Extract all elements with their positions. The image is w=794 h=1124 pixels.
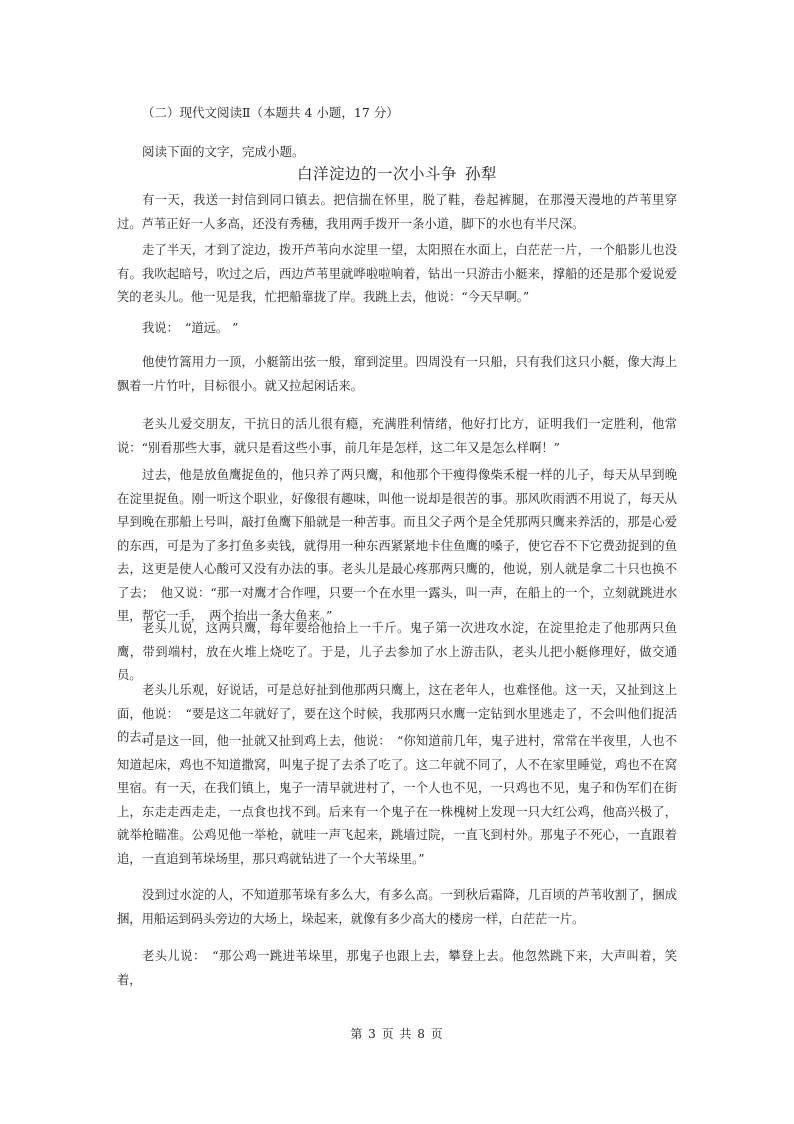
article-title-main: 白洋淀边的一次小斗争 [296,165,457,183]
section-heading: （二）现代文阅读Ⅱ（本题共 4 小题，17 分） [142,105,399,120]
paragraph: 没到过水淀的人，不知道那苇垛有多么大，有多么高。一到秋后霜降，几百顷的芦苇收割了，捆成捆，用船运到码头旁边的大场上，垛起来，就像有多少高大的楼房一样，白茫茫一片。 [117,888,677,926]
paragraph: 有一天，我送一封信到同口镇去。把信揣在怀里，脱了鞋，卷起裤腿，在那漫天漫地的芦苇里穿过。芦苇正好一人多高，还没有秀穗，我用两手拨开一条小道，脚下的水也有半尺深。 [117,193,677,231]
paragraph: 可是这一回，他一扯就又扯到鸡上去，他说： “你知道前几年，鬼子进村，常常在半夜里，人也不知道起床，鸡也不知道撒窝，叫鬼子捉了去杀了吃了。这二年就不同了，人不在家里睡觉，鸡也不在窝里宿。有一天，在我们镇上，鬼子一清早就进村了，一个人也不见，一只鸡也不见，鬼子和伪军们在街上，东走走西走走，一点食也找不到。后来有一个鬼子在一株槐树上发现一只大红公鸡，他高兴极了，就举枪瞄准。公鸡见他一举枪，就哇一声飞起来，跳墙过院，一直飞到村外。那鬼子不死心，一直跟着追，一直追到苇垛场里，那只鸡就钻进了一个大苇垛里。” [117,734,677,866]
paragraph: 老头儿爱交朋友，干抗日的活儿很有瘾，充满胜利情绪，他好打比方，证明我们一定胜利，他常说：“别看那些大事，就只是看这些小事，前几年是怎样，这二年又是怎么样啊！” [117,417,677,455]
article-title [0,164,794,184]
article-author: 孙犁 [465,165,498,183]
paragraph: 他使竹篙用力一顶，小艇箭出弦一般，窜到淀里。四周没有一只船，只有我们这只小艇，像大海上飘着一片竹叶，目标很小。就又拉起闲话来。 [117,355,677,393]
paragraph: 老头儿乐观，好说话，可是总好扯到他那两只鹰上，这在老年人，也难怪他。这一天，又扯到这上面，他说： “要是这二年就好了，要在这个时候，我那两只水鹰一定钻到水里逃走了，不会叫他们捉活的去。” [117,683,677,744]
page-footer: 第 3 页 共 8 页 [350,1027,444,1041]
paragraph: 老头儿说： “那公鸡一跳进苇垛里，那鬼子也跟上去，攀登上去。他忽然跳下来，大声叫着，笑着， [117,949,677,987]
paragraph: 我说： “道远。 ” [142,321,239,335]
paragraph: 走了半天，才到了淀边，拨开芦苇向水淀里一望，太阳照在水面上，白茫茫一片，一个船影儿也没有。我吹起暗号，吹过之后，西边芦苇里就哗啦啦响着，钻出一只游击小艇来，撑船的还是那个爱说爱笑的老头儿。他一见是我，忙把船靠拢了岸。我跳上去，他说：“今天早啊。” [117,243,677,304]
paragraph: 过去，他是放鱼鹰捉鱼的，他只养了两只鹰，和他那个干瘦得像柴禾棍一样的儿子，每天从早到晚在淀里捉鱼。刚一听这个职业，好像很有趣味，叫他一说却是很苦的事。那风吹雨洒不用说了，每天从早到晚在那船上号叫，敲打鱼鹰下船就是一种苦事。而且父子两个是全凭那两只鹰来养活的，那是心爱的东西，可是为了多打鱼多卖钱，就得用一种东西紧紧地卡住鱼鹰的嗓子，使它吞不下它费劲捉到的鱼去，这更是使人心酸可又没有办法的事。老头儿是最心疼那两只鹰的，他说，别人就是拿二十只也换不了去； 他又说：“那一对鹰才合作哩，只要一个在水里一露头，叫一声，在船上的一个，立刻就跳进水里，帮它一手， 两个抬出一条大鱼来。” [117,468,677,623]
instruction-text: 阅读下面的文字，完成小题。 [142,144,305,159]
paragraph: 老头儿说，这两只鹰，每年要给他拾上一千斤。鬼子第一次进攻水淀，在淀里抢走了他那两只鱼鹰，带到端村，放在火堆上烧吃了。于是，儿子去参加了水上游击队，老头儿把小艇修理好，做交通员。 [117,621,677,682]
